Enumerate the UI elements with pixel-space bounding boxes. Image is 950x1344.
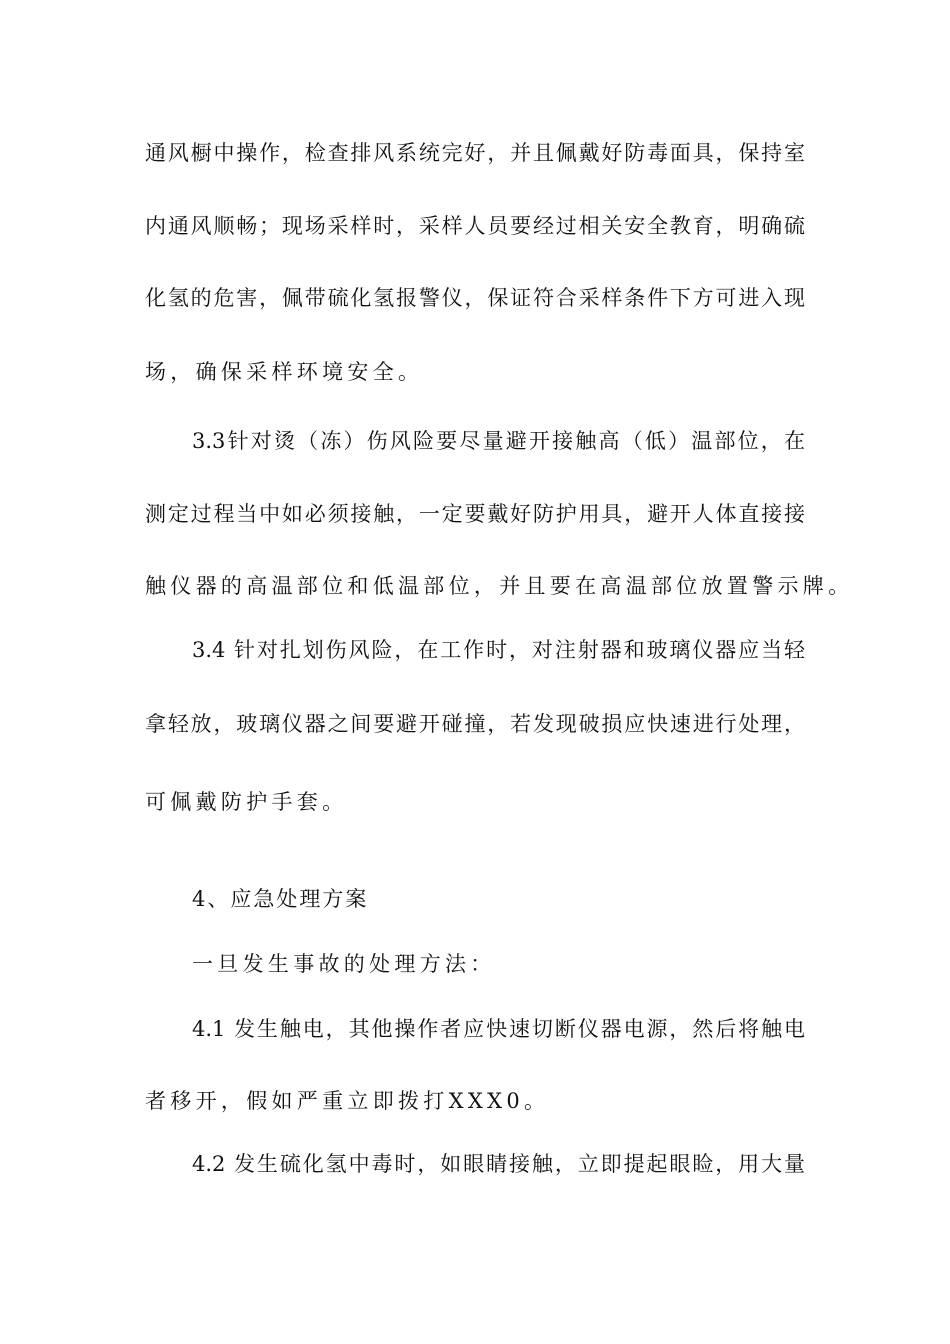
- paragraph-line: 拿轻放，玻璃仪器之间要避开碰撞，若发现破损应快速进行处理，: [145, 712, 805, 736]
- paragraph-line: 者移开，假如严重立即拨打XXX0。: [145, 1089, 550, 1113]
- paragraph-line: 3.3针对烫（冻）伤风险要尽量避开接触高（低）温部位，在: [192, 429, 805, 453]
- paragraph-line: 可佩戴防护手套。: [145, 790, 348, 814]
- paragraph-line: 内通风顺畅；现场采样时，采样人员要经过相关安全教育，明确硫: [145, 214, 805, 238]
- paragraph-line: 测定过程当中如必须接触，一定要戴好防护用具，避开人体直接接: [145, 502, 805, 526]
- paragraph-line: 触仪器的高温部位和低温部位，并且要在高温部位放置警示牌。: [145, 574, 854, 598]
- paragraph-line: 4.2 发生硫化氢中毒时，如眼睛接触，立即提起眼睑，用大量: [192, 1152, 805, 1176]
- section-heading: 4、应急处理方案: [192, 887, 369, 911]
- paragraph-line: 通风橱中操作，检查排风系统完好，并且佩戴好防毒面具，保持室: [145, 141, 805, 165]
- paragraph-line: 4.1 发生触电，其他操作者应快速切断仪器电源，然后将触电: [192, 1017, 805, 1041]
- paragraph-line: 一旦发生事故的处理方法：: [192, 952, 496, 976]
- paragraph-line: 场，确保采样环境安全。: [145, 360, 424, 384]
- paragraph-line: 3.4 针对扎划伤风险，在工作时，对注射器和玻璃仪器应当轻: [192, 638, 805, 662]
- paragraph-line: 化氢的危害，佩带硫化氢报警仪，保证符合采样条件下方可进入现: [145, 286, 805, 310]
